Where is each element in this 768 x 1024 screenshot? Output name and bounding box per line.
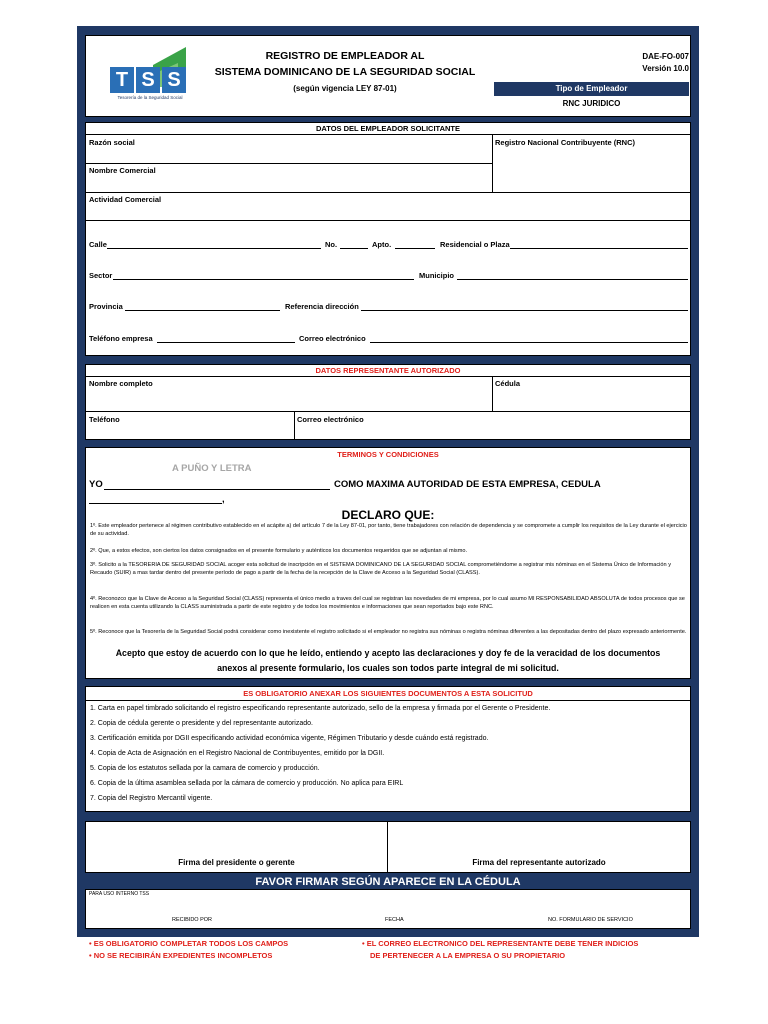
divider <box>86 163 492 164</box>
cedula-decl-field[interactable] <box>89 503 222 504</box>
document-item-3: 3. Certificación emitida por DGII especificando actividad económica vigente, Régimen Tributario y desde cuándo está registrado. <box>90 735 489 742</box>
internal-use-title: PARA USO INTERNO TSS <box>89 891 150 897</box>
correo-empresa-label: Correo electrónico <box>299 334 366 343</box>
calle-field[interactable] <box>107 248 321 249</box>
formulario-label: NO. FORMULARIO DE SERVICIO <box>548 917 633 923</box>
referencia-field[interactable] <box>361 310 688 311</box>
tipo-empleador-label: Tipo de Empleador <box>494 82 689 96</box>
employer-section-title: DATOS DEL EMPLEADOR SOLICITANTE <box>315 124 461 133</box>
documents-section-title: ES OBLIGATORIO ANEXAR LOS SIGUIENTES DOCUMENTOS A ESTA SOLICITUD <box>243 689 533 698</box>
correo-empresa-field[interactable] <box>370 342 688 343</box>
president-signature-field[interactable] <box>90 825 382 855</box>
recibido-por-label: RECIBIDO POR <box>172 917 213 923</box>
divider <box>86 376 690 377</box>
apto-field[interactable] <box>395 248 435 249</box>
formulario-field[interactable] <box>530 900 660 914</box>
document-item-2: 2. Copia de cédula gerente o presidente y del representante autorizado. <box>90 720 313 727</box>
apto-label: Apto. <box>372 240 392 249</box>
form-title-line1: REGISTRO DE EMPLEADOR AL <box>265 50 425 62</box>
divider <box>86 134 690 135</box>
calle-label: Calle <box>89 240 107 249</box>
president-signature-label: Firma del presidente o gerente <box>178 858 295 867</box>
logo-letter-t: T <box>115 69 129 91</box>
term-item-1: 1º. Este empleador pertenece al régimen contributivo establecido en el acápite a) del artículo 7 de la Ley 87-01, por tanto, tiene trabajadores con relación de dependencia y se compromete a cumplir los requisitos de la Ley durante el ejercicio de su actividad. <box>90 523 687 538</box>
accept-line-1: Acepto que estoy de acuerdo con lo que he leído, entiendo y acepto las declaraciones y doy fe de la veracidad de los documentos <box>115 648 661 658</box>
fecha-field[interactable] <box>340 900 450 914</box>
representative-signature-field[interactable] <box>392 825 686 855</box>
referencia-label: Referencia dirección <box>285 302 359 311</box>
nombre-comercial-label: Nombre Comercial <box>89 166 156 175</box>
document-item-4: 4. Copia de Acta de Asignación en el Registro Nacional de Contribuyentes, emitido por la DGII. <box>90 750 385 757</box>
municipio-label: Municipio <box>419 271 454 280</box>
logo-letter-s2: S <box>167 69 181 91</box>
yo-label: YO <box>89 479 103 490</box>
telefono-label: Teléfono <box>89 415 120 424</box>
form-title-line3: (según vigencia LEY 87-01) <box>293 84 397 93</box>
handwriting-hint: A PUÑO Y LETRA <box>172 463 252 474</box>
divider <box>86 411 690 412</box>
rnc-field[interactable] <box>495 150 687 188</box>
yo-suffix: COMO MAXIMA AUTORIDAD DE ESTA EMPRESA, CEDULA <box>334 479 601 490</box>
sector-field[interactable] <box>113 279 414 280</box>
provincia-label: Provincia <box>89 302 123 311</box>
terms-section-title: TERMINOS Y CONDICIONES <box>337 450 439 459</box>
divider <box>492 376 493 411</box>
razon-social-label: Razón social <box>89 138 135 147</box>
document-item-1: 1. Carta en papel timbrado solicitando el registro especificando representante autorizado, sello de la empresa y firmada por el Gerente o Presidente. <box>90 705 551 712</box>
correo-rep-field[interactable] <box>297 425 687 438</box>
cedula-field[interactable] <box>495 389 687 409</box>
municipio-field[interactable] <box>457 279 688 280</box>
nombre-completo-field[interactable] <box>89 389 487 409</box>
no-label: No. <box>325 240 338 249</box>
yo-name-field[interactable] <box>104 489 330 490</box>
telefono-empresa-field[interactable] <box>157 342 295 343</box>
footer-note-left-2: • NO SE RECIBIRÁN EXPEDIENTES INCOMPLETOS <box>89 951 273 960</box>
sector-label: Sector <box>89 271 113 280</box>
term-item-5: 5º. Reconoce que la Tesorería de la Seguridad Social podrá considerar como inexistente el registro solicitado si el empleador no registra sus nóminas o registra nóminas diferentes a las depositadas dentro del plazo expresado anteriormente. <box>90 629 687 635</box>
rnc-label: Registro Nacional Contribuyente (RNC) <box>495 138 636 147</box>
representative-signature-label: Firma del representante autorizado <box>472 858 606 867</box>
term-item-3: 3º. Solicito a la TESORERIA DE SEGURIDAD SOCIAL acoger esta solicitud de inscripción en el SISTEMA DOMINICANO DE LA SEGURIDAD SOCIAL comprometiéndome a registrar mis nóminas en el Sistema Único de Información y Recaudo (SUIR) a mas tardar dentro del presente período de pago a partir de la fecha de la recepción de la Clave de Acceso a la Seguridad Social (CLASS). <box>90 562 672 577</box>
document-item-5: 5. Copia de los estatutos sellada por la camara de comercio y producción. <box>90 765 320 772</box>
accept-line-2: anexos al presente formulario, los cuales son todos parte integral de mi solicitud. <box>217 663 559 673</box>
divider <box>86 220 690 221</box>
residencial-field[interactable] <box>510 248 688 249</box>
footer-note-left-1: • ES OBLIGATORIO COMPLETAR TODOS LOS CAMPOS <box>89 939 289 948</box>
telefono-field[interactable] <box>89 425 289 438</box>
representative-section-title: DATOS REPRESENTANTE AUTORIZADO <box>315 366 461 375</box>
tipo-empleador-value: RNC JURIDICO <box>562 99 621 108</box>
residencial-label: Residencial o Plaza <box>440 240 510 249</box>
tss-logo <box>108 45 192 107</box>
logo-subtitle: Tesorería de la Seguridad Social <box>117 95 183 100</box>
term-item-4: 4º. Reconozco que la Clave de Acceso a la Seguridad Social (CLASS) representa el único medio a traves del cual se registran las novedades de mi empresa, por lo cual asumo MI RESPONSABILIDAD ABSOLUTA de todos procesos que se realicen en esta cuenta utilizando la CLASS suministrada a partir de este registro y de todos los movimientos e informaciones que sean reportados bajo este RNC. <box>90 596 685 611</box>
actividad-comercial-label: Actividad Comercial <box>89 195 162 204</box>
telefono-empresa-label: Teléfono empresa <box>89 334 153 343</box>
form-code: DAE-FO-007 <box>642 52 689 61</box>
nombre-comercial-field[interactable] <box>89 176 489 190</box>
form-version: Versión 10.0 <box>642 64 689 73</box>
correo-rep-label: Correo electrónico <box>297 415 364 424</box>
logo-letter-s1: S <box>141 69 155 91</box>
provincia-field[interactable] <box>125 310 280 311</box>
no-field[interactable] <box>340 248 368 249</box>
footer-note-right-2: DE PERTENECER A LA EMPRESA O SU PROPIETARIO <box>370 951 566 960</box>
declaro-heading: DECLARO QUE: <box>341 508 435 522</box>
cedula-label: Cédula <box>495 379 521 388</box>
fecha-label: FECHA <box>385 917 404 923</box>
document-item-7: 7. Copia del Registro Mercantil vigente. <box>90 795 213 802</box>
cedula-comma: , <box>222 494 225 505</box>
divider <box>86 192 690 193</box>
recibido-por-field[interactable] <box>140 900 250 914</box>
nombre-completo-label: Nombre completo <box>89 379 153 388</box>
document-item-6: 6. Copia de la última asamblea sellada por la cámara de comercio y producción. No aplica para EIRL <box>90 780 404 787</box>
form-title-line2: SISTEMA DOMINICANO DE LA SEGURIDAD SOCIAL <box>214 66 476 78</box>
divider <box>294 411 295 439</box>
sign-banner: FAVOR FIRMAR SEGÚN APARECE EN LA CÉDULA <box>255 876 521 888</box>
divider <box>86 700 690 701</box>
divider <box>492 134 493 192</box>
razon-social-field[interactable] <box>89 148 489 162</box>
term-item-2: 2º. Que, a estos efectos, son ciertos los datos consignados en el presente formulario y auténticos los documentos requeridos que se adjuntan al mismo. <box>90 548 468 554</box>
footer-note-right-1: • EL CORREO ELECTRONICO DEL REPRESENTANTE DEBE TENER INDICIOS <box>362 939 639 948</box>
actividad-comercial-field[interactable] <box>89 205 687 219</box>
